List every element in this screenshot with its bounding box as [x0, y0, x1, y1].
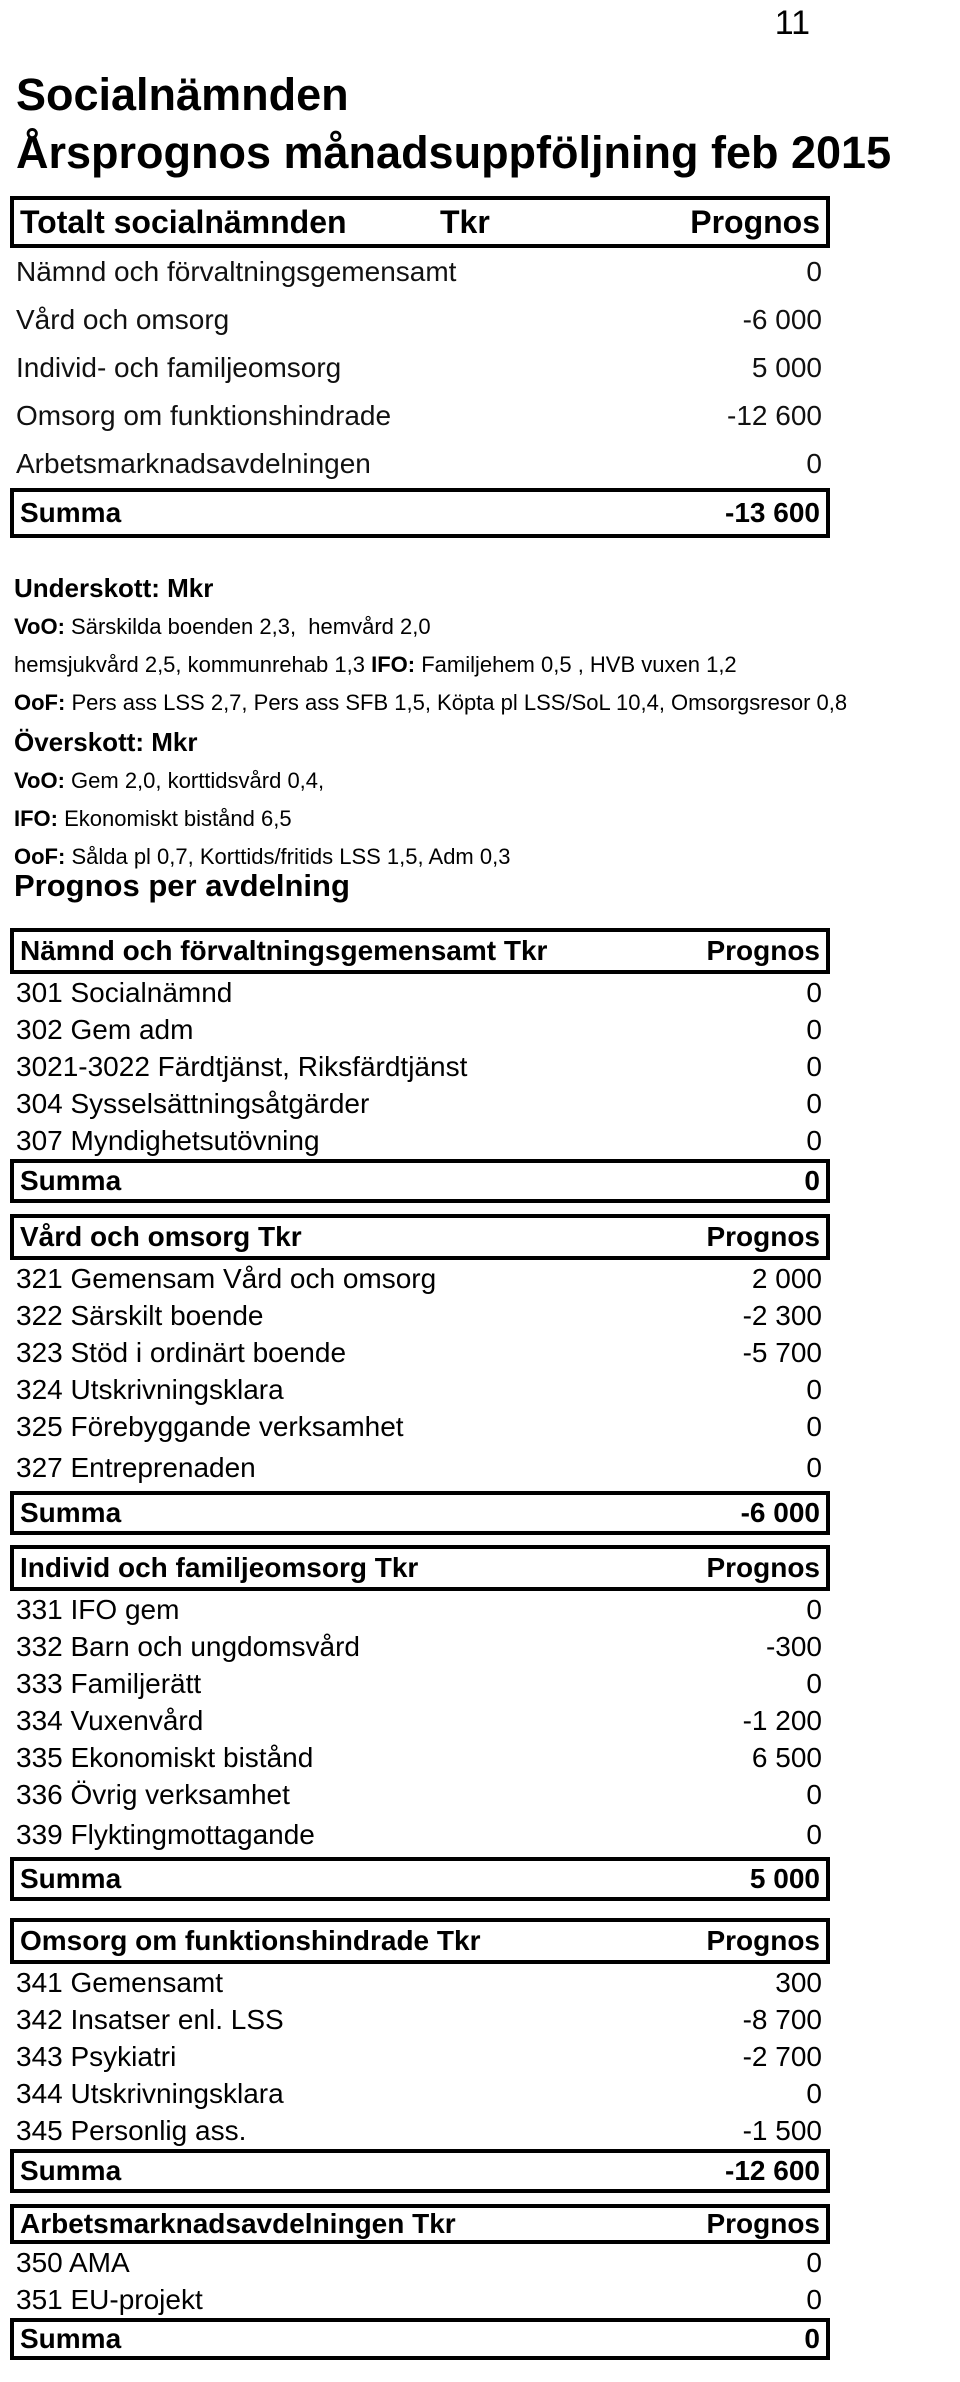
row-name: Arbetsmarknadsavdelningen — [16, 448, 371, 479]
department-sum-row — [10, 1491, 830, 1535]
row-value: 0 — [806, 976, 822, 1008]
sum-value: -13 600 — [725, 497, 820, 528]
row-value: -1 500 — [742, 2114, 822, 2146]
department-prognos-label: Prognos — [706, 2208, 820, 2239]
table-row — [10, 1445, 830, 1491]
row-name: 322 Särskilt boende — [16, 1299, 264, 1331]
row-value: 0 — [806, 2077, 822, 2109]
sum-label: Summa — [20, 497, 122, 528]
row-value: 6 500 — [751, 1741, 822, 1773]
row-name: 350 AMA — [16, 2246, 130, 2278]
table-row — [10, 1665, 830, 1702]
row-name: 342 Insatser enl. LSS — [16, 2003, 284, 2035]
row-value: -6 000 — [742, 304, 822, 335]
table-row — [10, 2281, 830, 2318]
row-name: 332 Barn och ungdomsvård — [16, 1630, 360, 1662]
sum-label: Summa — [20, 1497, 122, 1528]
table-row — [10, 2112, 830, 2149]
note-label: VoO: — [14, 614, 65, 639]
row-value: -300 — [765, 1630, 822, 1662]
sum-label: Summa — [20, 2323, 122, 2354]
row-name: 341 Gemensamt — [16, 1966, 223, 1998]
total-table-header — [10, 196, 830, 248]
note-text: Gem 2,0 — [64, 768, 156, 793]
row-value: -8 700 — [742, 2003, 822, 2035]
row-value: -2 300 — [742, 1299, 822, 1331]
table-row — [10, 2001, 830, 2038]
department-title: Vård och omsorg Tkr — [20, 1221, 302, 1252]
note-text: Ekonomiskt bistånd 6,5 — [58, 806, 292, 831]
page-title: Socialnämnden — [16, 69, 349, 120]
total-table — [10, 196, 830, 538]
table-row — [10, 1334, 830, 1371]
overskott-heading: Överskott: Mkr — [14, 726, 198, 757]
department-table — [10, 1918, 830, 2193]
note-line — [14, 684, 944, 722]
row-name: 307 Myndighetsutövning — [16, 1124, 320, 1156]
department-header — [10, 2204, 830, 2244]
table-row — [10, 1297, 830, 1334]
note-text: hemsjukvård 2,5, kommunrehab 1,3 — [14, 652, 372, 677]
row-name: Nämnd och förvaltningsgemensamt — [16, 256, 457, 287]
department-title: Nämnd och förvaltningsgemensamt Tkr — [20, 935, 548, 966]
department-prognos-label: Prognos — [706, 935, 820, 966]
row-value: 5 000 — [751, 352, 822, 383]
row-name: 323 Stöd i ordinärt boende — [16, 1336, 347, 1368]
row-value: 300 — [775, 1966, 822, 1998]
row-name: Individ- och familjeomsorg — [16, 352, 342, 383]
row-value: 0 — [806, 1593, 822, 1625]
row-name: 325 Förebyggande verksamhet — [16, 1410, 404, 1442]
department-title: Omsorg om funktionshindrade Tkr — [20, 1925, 481, 1956]
note-text: Särskilda boenden 2,3, hemvård 2,0 — [64, 614, 431, 639]
row-name: Omsorg om funktionshindrade — [16, 400, 392, 431]
note-text: Familjehem 0,5 , HVB vuxen 1,2 — [415, 652, 737, 677]
header-prognos: Prognos — [690, 203, 820, 240]
row-value: 0 — [806, 1124, 822, 1156]
row-value: -2 700 — [742, 2040, 822, 2072]
table-row — [10, 296, 830, 344]
row-value: -5 700 — [742, 1336, 822, 1368]
table-row — [10, 248, 830, 296]
row-name: 343 Psykiatri — [16, 2040, 177, 2072]
department-table — [10, 2204, 830, 2360]
sum-label: Summa — [20, 2155, 122, 2186]
sum-label: Summa — [20, 1165, 122, 1196]
row-name: 3021-3022 Färdtjänst, Riksfärdtjänst — [16, 1050, 468, 1082]
row-value: 0 — [806, 1667, 822, 1699]
row-value: 0 — [806, 2246, 822, 2278]
row-name: 301 Socialnämnd — [16, 976, 233, 1008]
row-value: 0 — [806, 1452, 822, 1483]
row-value: 0 — [806, 1013, 822, 1045]
department-prognos-label: Prognos — [706, 1925, 820, 1956]
table-row — [10, 1628, 830, 1665]
department-title: Individ och familjeomsorg Tkr — [20, 1552, 419, 1583]
row-name: Vård och omsorg — [16, 304, 230, 335]
row-name: 333 Familjerätt — [16, 1667, 202, 1699]
row-name: 331 IFO gem — [16, 1593, 180, 1625]
table-row — [10, 1048, 830, 1085]
department-prognos-label: Prognos — [706, 1221, 820, 1252]
table-row — [10, 1776, 830, 1813]
row-name: 302 Gem adm — [16, 1013, 194, 1045]
row-name: 304 Sysselsättningsåtgärder — [16, 1087, 370, 1119]
note-text: , korttidsvård 0,4, — [155, 768, 325, 793]
per-avdelning-heading: Prognos per avdelning — [14, 868, 350, 903]
row-name: 345 Personlig ass. — [16, 2114, 247, 2146]
row-value: 0 — [806, 1373, 822, 1405]
note-line — [14, 800, 944, 838]
note-label: IFO: — [371, 652, 416, 677]
department-sum-row — [10, 2318, 830, 2360]
row-value: -1 200 — [742, 1704, 822, 1736]
header-unit: Tkr — [440, 203, 490, 240]
total-sum-row — [10, 488, 830, 538]
table-row — [10, 344, 830, 392]
row-name: 351 EU-projekt — [16, 2283, 203, 2315]
table-row — [10, 2075, 830, 2112]
row-value: 0 — [806, 2283, 822, 2315]
table-row — [10, 974, 830, 1011]
row-name: 335 Ekonomiskt bistånd — [16, 1741, 314, 1773]
notes-section — [14, 568, 944, 876]
table-row — [10, 1085, 830, 1122]
department-sum-row — [10, 1159, 830, 1203]
table-row — [10, 2244, 830, 2281]
sum-value: 0 — [804, 2323, 820, 2354]
sum-label: Summa — [20, 1863, 122, 1894]
row-value: 2 000 — [751, 1262, 822, 1294]
note-line — [14, 762, 944, 800]
department-table — [10, 928, 830, 1203]
table-row — [10, 440, 830, 488]
row-value: -12 600 — [727, 400, 822, 431]
note-text: Sålda pl 0,7, Korttids/fritids LSS 1,5, Adm 0,3 — [65, 844, 511, 869]
department-title: Arbetsmarknadsavdelningen Tkr — [20, 2208, 456, 2239]
note-label: VoO: — [14, 768, 65, 793]
row-name: 327 Entreprenaden — [16, 1452, 256, 1483]
row-value: 0 — [806, 1778, 822, 1810]
department-prognos-label: Prognos — [706, 1552, 820, 1583]
note-text: Pers ass LSS 2,7, Pers ass SFB 1,5, Köpta pl LSS/SoL 10,4, Omsorgsresor 0,8 — [65, 690, 848, 715]
note-line — [14, 608, 944, 646]
header-name: Totalt socialnämnden — [20, 203, 347, 240]
department-table — [10, 1214, 830, 1535]
row-value: 0 — [806, 1819, 822, 1850]
table-row — [10, 392, 830, 440]
table-row — [10, 1011, 830, 1048]
row-name: 334 Vuxenvård — [16, 1704, 204, 1736]
row-value: 0 — [806, 1410, 822, 1442]
underskott-heading: Underskott: Mkr — [14, 572, 214, 603]
row-name: 324 Utskrivningsklara — [16, 1373, 284, 1405]
department-sum-row — [10, 1857, 830, 1901]
sum-value: 5 000 — [749, 1863, 820, 1894]
row-name: 344 Utskrivningsklara — [16, 2077, 284, 2109]
row-name: 321 Gemensam Vård och omsorg — [16, 1262, 437, 1294]
department-header — [10, 1918, 830, 1964]
row-value: 0 — [806, 1087, 822, 1119]
table-row — [10, 1813, 830, 1857]
table-row — [10, 1260, 830, 1297]
sum-value: -6 000 — [740, 1497, 820, 1528]
page-number: 11 — [774, 4, 810, 42]
note-label: OoF: — [14, 690, 66, 715]
table-row — [10, 1591, 830, 1628]
table-row — [10, 1122, 830, 1159]
table-row — [10, 1739, 830, 1776]
table-row — [10, 1371, 830, 1408]
page-subtitle: Årsprognos månadsuppföljning feb 2015 — [16, 127, 892, 178]
row-value: 0 — [806, 448, 822, 479]
note-line — [14, 646, 944, 684]
table-row — [10, 1702, 830, 1739]
department-header — [10, 928, 830, 974]
department-sum-row — [10, 2149, 830, 2193]
table-row — [10, 1408, 830, 1445]
department-header — [10, 1545, 830, 1591]
department-header — [10, 1214, 830, 1260]
table-row — [10, 2038, 830, 2075]
table-row — [10, 1964, 830, 2001]
row-value: 0 — [806, 1050, 822, 1082]
sum-value: 0 — [804, 1165, 820, 1196]
sum-value: -12 600 — [725, 2155, 820, 2186]
row-value: 0 — [806, 256, 822, 287]
row-name: 339 Flyktingmottagande — [16, 1819, 315, 1850]
row-name: 336 Övrig verksamhet — [16, 1778, 290, 1810]
note-label: OoF: — [14, 844, 66, 869]
department-table — [10, 1545, 830, 1901]
note-label: IFO: — [14, 806, 58, 831]
